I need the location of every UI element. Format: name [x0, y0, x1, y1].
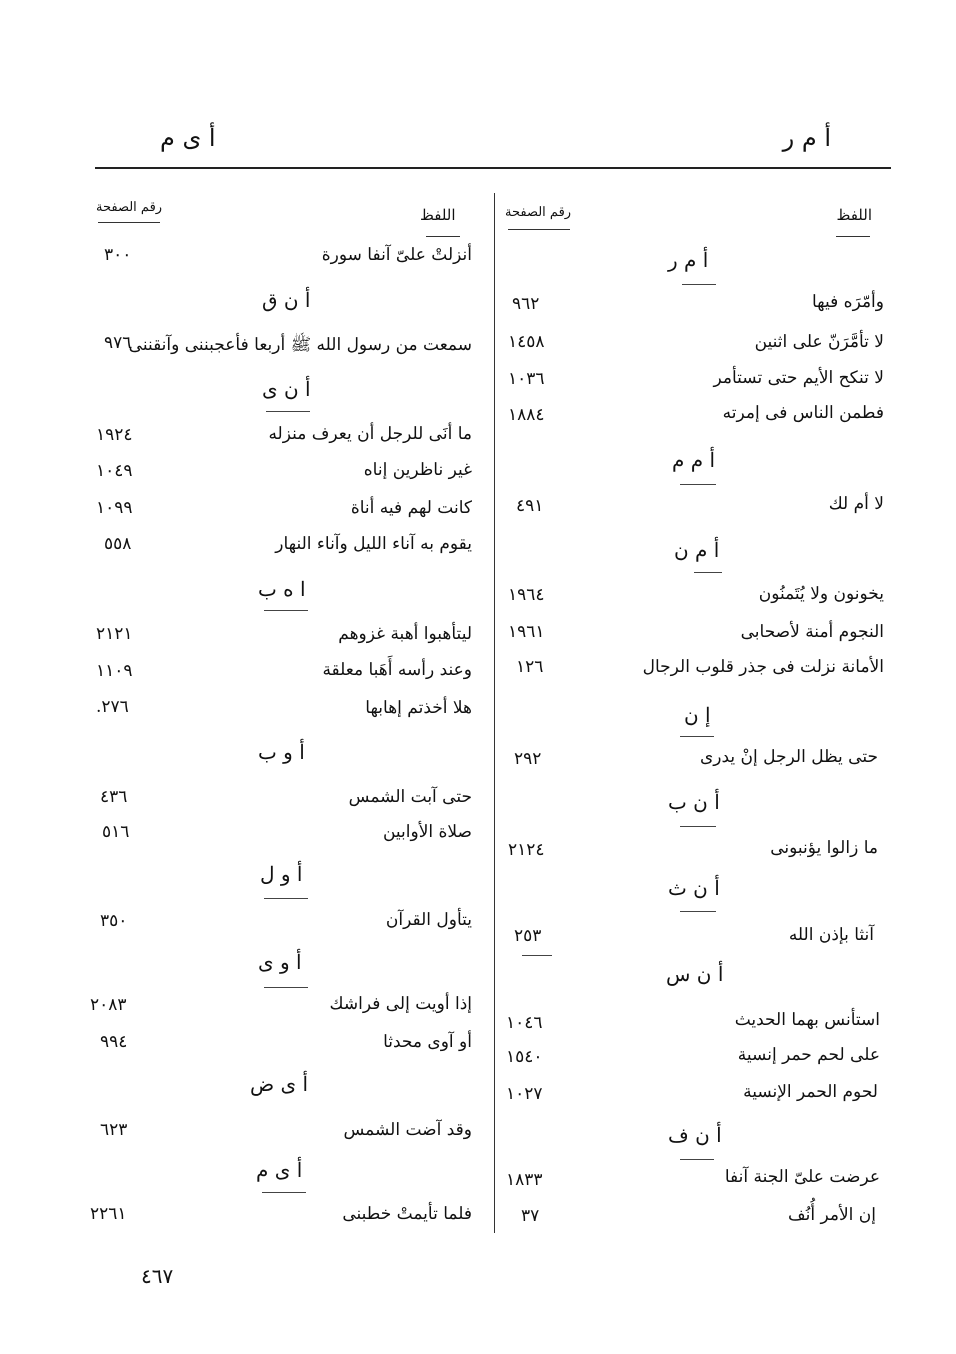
page-number: ١١٠٩	[96, 661, 133, 681]
root-underline	[680, 736, 714, 737]
entry-text: حتى يظل الرجل إنْ يدرى	[699, 747, 878, 767]
page-number: ٩٦٢	[512, 294, 540, 314]
root-heading: أ ن ف	[668, 1123, 722, 1147]
page-number: ١٩٦١	[508, 622, 545, 642]
entry-text: وقد آضت الشمس	[343, 1120, 472, 1140]
root-underline	[264, 987, 308, 988]
page-number: ١٨٣٣	[506, 1170, 543, 1190]
entry-text: حتى آبت الشمس	[348, 787, 472, 807]
root-underline	[264, 610, 308, 611]
running-header-left: أ ى م	[160, 124, 216, 152]
entry-text: ما أنَى للرجل أن يعرف منزله	[268, 424, 472, 444]
entry-text: إن الأمر أُنُف	[788, 1205, 876, 1225]
page-number: ١٩٢٤	[96, 425, 133, 445]
entry-text: يقوم به آناء الليل وآناء النهار	[275, 534, 472, 554]
entry-text: يتأول القرآن	[385, 910, 472, 930]
root-heading: ا ه ب	[258, 577, 306, 601]
root-underline	[262, 1192, 306, 1193]
page-number: ٥١٦	[102, 822, 130, 842]
entry-text: أنزلتْ علىّ آنفا سورة	[321, 245, 472, 265]
root-heading: أ و ل	[260, 862, 303, 886]
column-divider	[494, 193, 495, 1233]
page-number: ١٠٩٩	[96, 498, 133, 518]
entry-text: آنثا بإذن الله	[788, 925, 874, 945]
page-number: ٢٠٨٣	[90, 995, 127, 1015]
root-underline	[682, 284, 716, 285]
root-heading: أ ن س	[666, 962, 724, 986]
root-heading: أ ى م	[256, 1158, 303, 1182]
entry-text: لا أم لك	[828, 494, 884, 514]
entry-text: لحوم الحمر الإنسية	[743, 1082, 878, 1102]
page-number: ١٩٦٤	[508, 585, 545, 605]
root-heading: إ ن	[684, 703, 711, 727]
page-number: ١٠٤٦	[506, 1013, 543, 1033]
entry-text: فلما تأيمتْ خطبنى	[342, 1204, 472, 1224]
entry-text: ليتأهبوا أهبة غزوهم	[338, 624, 472, 644]
root-heading: أ م م	[672, 448, 716, 472]
entry-text: الأمانة نزلت فى جذر قلوب الرجال	[642, 657, 884, 677]
root-heading: أ ن ى	[262, 377, 311, 401]
page-number: ٩٩٤	[100, 1032, 128, 1052]
page-number: ٤٣٦	[100, 787, 128, 807]
entry-text: إذا أويت إلى فراشك	[329, 994, 472, 1014]
page-number: ١٠٣٦	[508, 369, 545, 389]
left-page-header-underline	[98, 222, 160, 223]
entry-text: يخونون ولا يُتَمنُون	[758, 584, 884, 604]
root-heading: أ ن ب	[668, 790, 720, 814]
root-underline	[680, 911, 716, 912]
entry-text: وأمّرَه فيها	[811, 292, 884, 312]
page-number: ٥٥٨	[104, 534, 132, 554]
entry-text: صلاة الأوابين	[382, 822, 472, 842]
entry-text: عرضت علىّ الجنة آنفا	[724, 1167, 880, 1187]
page-number: ٢١٢١	[96, 624, 133, 644]
entry-text: لا تأمَّرَنّ على اثنين	[754, 332, 884, 352]
page-number: ٩٧٦	[104, 333, 132, 353]
left-page-header: رقم الصفحة	[96, 200, 163, 215]
right-word-header: اللفظ	[836, 206, 872, 224]
entry-text: النجوم أمنة لأصحابى	[740, 622, 884, 642]
entry-text: على لحم حمر إنسية	[737, 1045, 880, 1065]
root-heading: أ ن ق	[262, 288, 311, 312]
root-underline	[266, 411, 310, 412]
page-number: ٤٩١	[516, 496, 544, 516]
entry-text: كانت لهم فيه أناة	[350, 498, 472, 518]
page-number: ٢٢٦١	[90, 1204, 127, 1224]
entry-text: أو آوى محدثا	[383, 1032, 472, 1052]
entry-text: لا تنكح الأيم حتى تستأمر	[713, 368, 884, 388]
root-underline	[264, 898, 308, 899]
page-number: ٢٩٢	[514, 749, 542, 769]
page-number: ١٤٥٨	[508, 332, 545, 352]
page-number: ٣٧	[521, 1206, 540, 1226]
root-heading: أ م ن	[674, 538, 720, 562]
page-number: ٦٢٣	[100, 1120, 128, 1140]
root-underline	[694, 572, 722, 573]
root-heading: أ م ر	[668, 248, 709, 272]
entry-text: فطمن الناس فى إمرته	[722, 403, 884, 423]
root-underline	[680, 826, 716, 827]
entry-text: سمعت من رسول الله ﷺ أربعا فأعجبننى وآنقننى	[128, 335, 472, 355]
entry-text: استأنس بهما الحديث	[734, 1010, 880, 1030]
entry-text: هلا أخذتم إهابها	[365, 698, 472, 718]
page-number: ١٠٤٩	[96, 461, 133, 481]
page-number: ١٨٨٤	[508, 405, 545, 425]
root-heading: أ ن ث	[668, 876, 720, 900]
entry-text: غير ناظرين إناه	[363, 460, 472, 480]
root-underline	[680, 1159, 714, 1160]
root-underline	[680, 484, 716, 485]
page-number: ٣٠٠	[104, 245, 132, 265]
root-heading: أ و ى	[258, 950, 302, 974]
page-number: ١٠٢٧	[506, 1084, 543, 1104]
root-heading: أ و ب	[258, 740, 305, 764]
rule-line	[522, 955, 552, 956]
page-number: ٣٥٠	[100, 911, 128, 931]
page-number: ١٥٤٠	[506, 1047, 543, 1067]
page-number: ٢١٢٤	[508, 840, 545, 860]
page-number-footer: ٤٦٧	[141, 1264, 174, 1288]
page-number: .٢٧٦	[96, 697, 129, 717]
right-word-header-underline	[836, 236, 870, 237]
root-heading: أ ى ض	[250, 1072, 309, 1096]
page-number: ٢٥٣	[514, 926, 542, 946]
left-word-header-underline	[426, 236, 460, 237]
header-rule	[95, 167, 891, 169]
right-page-header: رقم الصفحة	[505, 205, 572, 220]
running-header-right: أ م ر	[782, 124, 831, 152]
entry-text: وعند رأسه أَهَبا معلقة	[322, 660, 472, 680]
right-page-header-underline	[508, 229, 570, 230]
page-number: ١٢٦	[516, 657, 544, 677]
left-word-header: اللفظ	[420, 206, 456, 224]
entry-text: ما زالوا يؤنبونى	[770, 838, 878, 858]
